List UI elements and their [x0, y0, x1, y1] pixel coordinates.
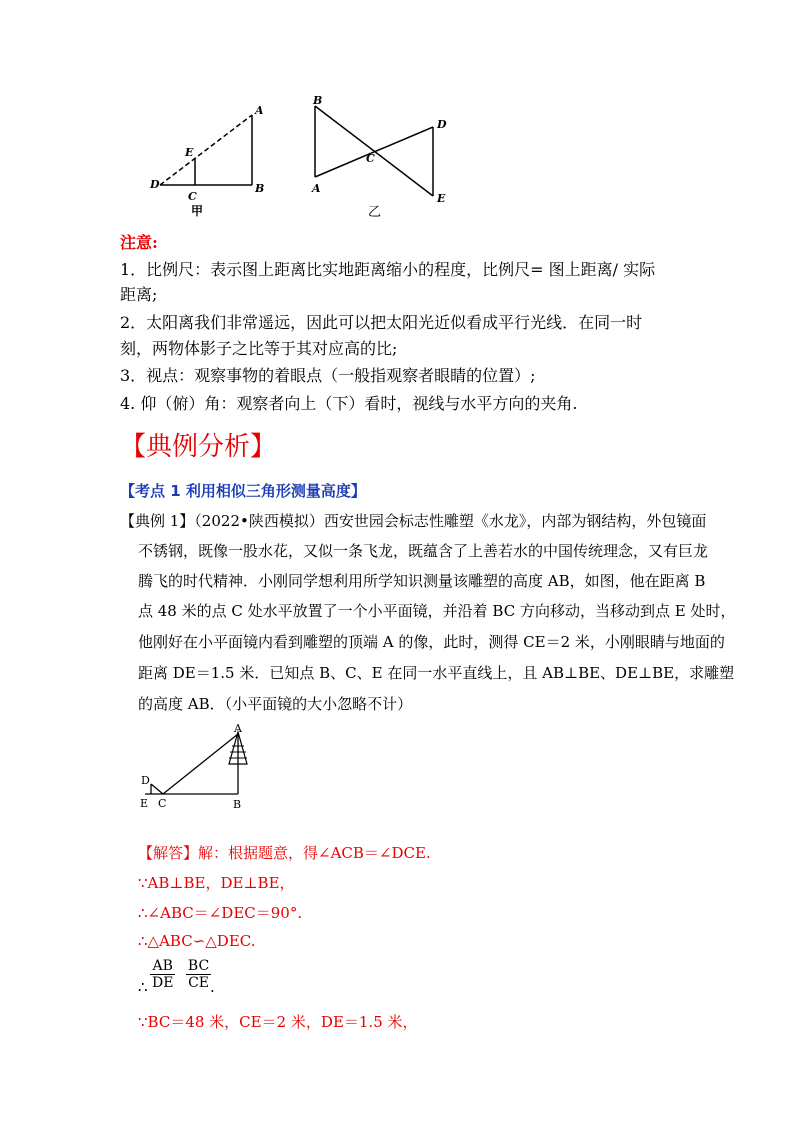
figure-yi [300, 92, 460, 222]
note-heading: 注意: [120, 233, 158, 252]
example-line: 的高度 AB．（小平面镜的大小忽略不计） [138, 695, 413, 713]
solution-line: 【解答】解：根据题意，得∠ACB＝∠DCE. [138, 844, 431, 862]
label-a: A [255, 104, 264, 117]
example-line: 他刚好在小平面镜内看到雕塑的顶端 A 的像，此时，测得 CE＝2 米，小刚眼睛与地面的 [138, 633, 725, 651]
label-a: A [234, 722, 242, 735]
solution-line: ∵AB⊥BE，DE⊥BE， [138, 874, 295, 892]
label-c: C [366, 152, 375, 165]
note-line: 刻，两物体影子之比等于其对应高的比; [120, 339, 398, 358]
figure-jia [145, 100, 275, 220]
caption-jia: 甲 [191, 204, 204, 218]
fraction-bc-ce [186, 958, 211, 991]
label-c: C [188, 190, 197, 203]
fraction-ab-de [150, 958, 175, 991]
numerator: BC [187, 958, 210, 974]
note-line: 距离; [120, 285, 158, 304]
solution-line: ∵BC＝48 米，CE＝2 米，DE＝1.5 米， [138, 1013, 418, 1031]
label-a: A [312, 182, 321, 195]
example-line: 距离 DE＝1.5 米．已知点 B、C、E 在同一水平直线上，且 AB⊥BE、DE⊥BE，求雕塑 [138, 664, 735, 682]
section-title: 【典例分析】 [120, 432, 277, 462]
label-c: C [158, 797, 167, 810]
label-d: D [150, 178, 160, 191]
note-line: 3．视点：观察事物的着眼点（一般指观察者眼睛的位置）; [120, 366, 536, 385]
caption-yi: 乙 [368, 205, 382, 220]
example-line: 腾飞的时代精神．小刚同学想利用所学知识测量该雕塑的高度 AB，如图，他在距离 B [138, 572, 706, 590]
example-line: 【典例 1】（2022•陕西模拟）西安世园会标志性雕塑《水龙》，内部为钢结构，外包镜面 [120, 512, 707, 530]
label-b: B [255, 182, 265, 195]
kaodian-heading: 【考点 1 利用相似三角形测量高度】 [120, 482, 366, 500]
label-e: E [140, 797, 149, 810]
note-line: 2．太阳离我们非常遥远，因此可以把太阳光近似看成平行光线．在同一时 [120, 313, 643, 332]
label-e: E [185, 146, 194, 159]
label-d: D [437, 118, 447, 131]
solution-line: ∴△ABC∽△DEC. [138, 932, 256, 950]
fraction-period: . [210, 978, 215, 996]
numerator: AB [150, 958, 175, 975]
example-line: 点 48 米的点 C 处水平放置了一个小平面镜，并沿着 BC 方向移动，当移动到点 E 处时， [138, 602, 736, 620]
example-line: 不锈钢，既像一股水花，又似一条飞龙，既蕴含了上善若水的中国传统理念，又有巨龙 [138, 542, 709, 560]
note-line: 4. 仰（俯）角：观察者向上（下）看时，视线与水平方向的夹角. [120, 394, 578, 413]
solution-line: ∴∠ABC＝∠DEC＝90°. [138, 904, 303, 922]
denominator: CE [188, 975, 209, 991]
note-line: 1．比例尺：表示图上距离比实地距离缩小的程度，比例尺= 图上距离/ 实际 [120, 260, 656, 279]
ratio-fractions [150, 958, 217, 991]
label-b: B [313, 94, 323, 107]
figure-example [135, 722, 265, 822]
label-b: B [233, 798, 242, 811]
therefore-symbol: ∴ [138, 978, 148, 996]
label-e: E [437, 192, 446, 205]
denominator: DE [152, 975, 174, 991]
label-d: D [141, 774, 150, 787]
